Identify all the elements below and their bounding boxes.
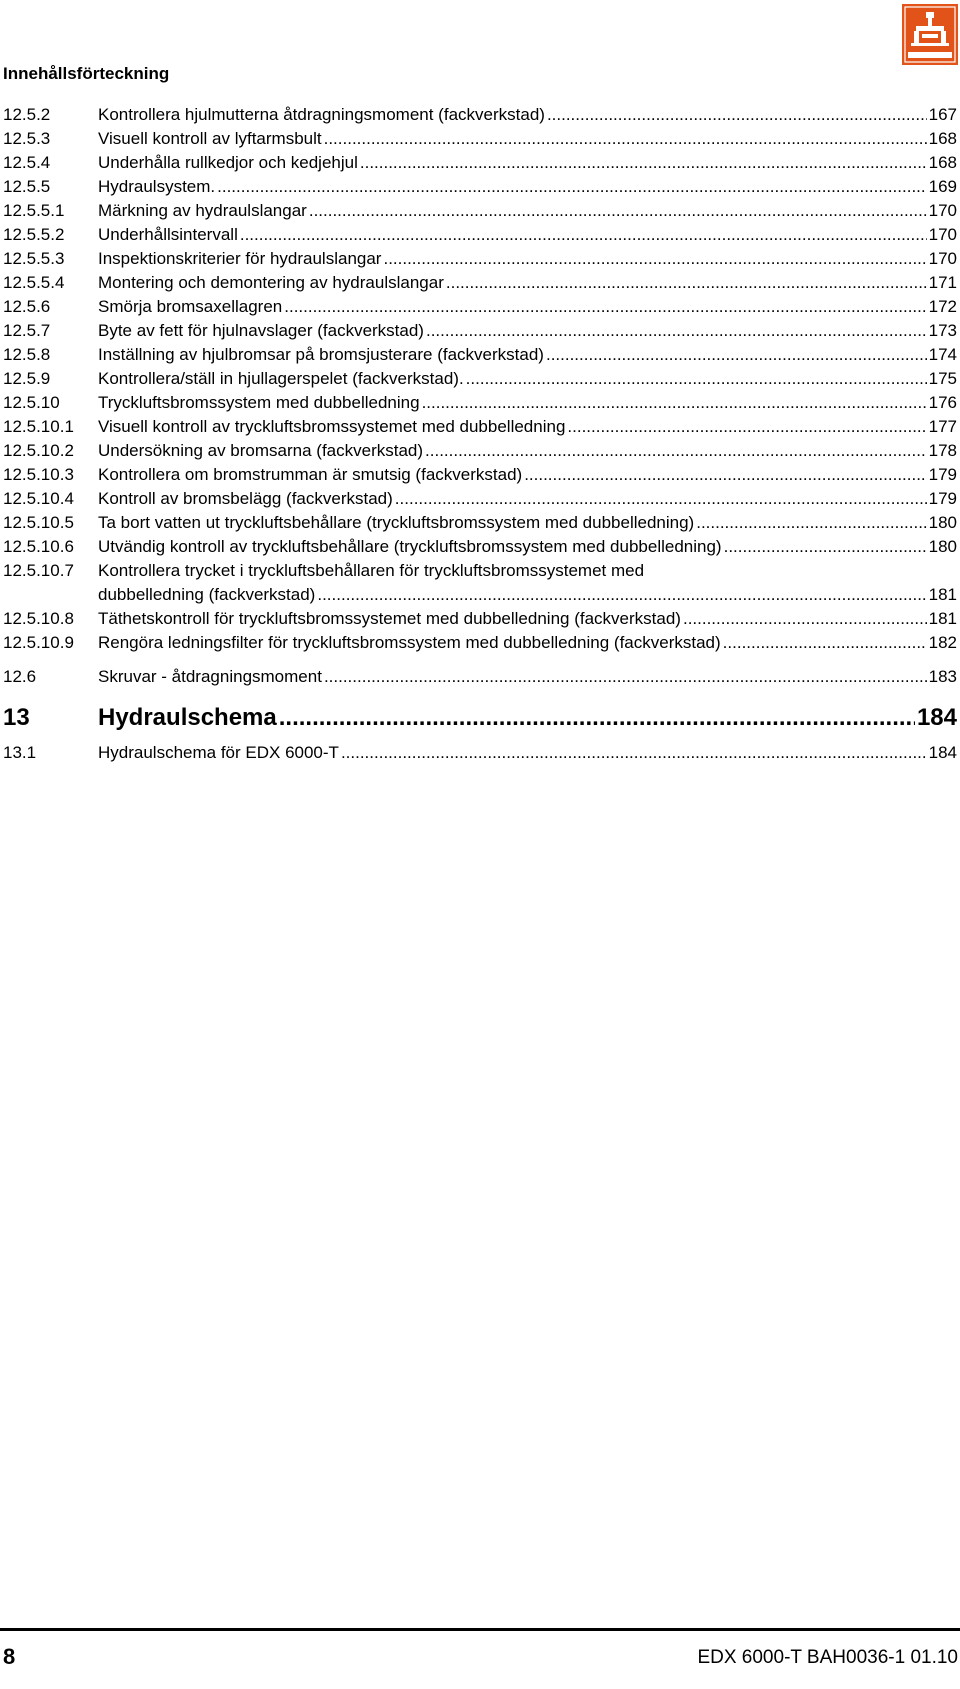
toc-entry-page: 184	[928, 743, 957, 762]
toc-entry[interactable]	[3, 319, 957, 343]
toc-entry-number: 12.5.10.2	[3, 441, 74, 460]
toc-entry-page: 175	[928, 369, 957, 388]
toc-entry-page: 168	[928, 129, 957, 148]
toc-entry-title: Montering och demontering av hydraulslangar	[98, 273, 444, 292]
toc-entry[interactable]	[3, 103, 957, 127]
toc-entry-number: 12.5.10.9	[3, 633, 74, 652]
toc-entry[interactable]	[3, 295, 957, 319]
toc-entry-number: 12.5.5.2	[3, 225, 65, 244]
toc-leader-dots	[395, 487, 927, 511]
toc-entry-title: Hydraulschema	[98, 704, 277, 731]
toc-entry-number: 12.6	[3, 667, 37, 686]
toc-entry-page: 180	[928, 537, 957, 556]
toc-entry[interactable]	[3, 391, 957, 415]
toc-entry-page: 170	[928, 201, 957, 220]
toc-entry[interactable]	[3, 463, 957, 487]
toc-entry-number: 12.5.9	[3, 369, 51, 388]
toc-entry[interactable]	[3, 511, 957, 535]
amazone-logo	[902, 4, 958, 65]
toc-leader-dots	[696, 511, 926, 535]
toc-entry-title: Kontrollera/ställ in hjullagerspelet (fackverkstad).	[98, 369, 464, 388]
toc-entry-number: 12.5.5	[3, 177, 51, 196]
document-info: EDX 6000-T BAH0036-1 01.10	[697, 1647, 958, 1668]
toc-entry-number: 13.1	[3, 743, 37, 762]
toc-entry-number: 12.5.10.4	[3, 489, 74, 508]
toc-entry-number: 12.5.10.7	[3, 561, 74, 580]
toc-entry[interactable]	[3, 127, 957, 151]
toc-entry-page: 169	[928, 177, 957, 196]
toc-entry[interactable]	[3, 175, 957, 199]
toc-entry[interactable]	[3, 223, 957, 247]
toc-entry-title: Täthetskontroll för tryckluftsbromssystemet med dubbelledning (fackverkstad)	[98, 609, 681, 628]
toc-entry-number: 12.5.5.3	[3, 249, 65, 268]
toc-entry-title: Ta bort vatten ut tryckluftsbehållare (tryckluftsbromssystem med dubbelledning)	[98, 513, 695, 532]
toc-entry-title: Kontroll av bromsbelägg (fackverkstad)	[98, 489, 393, 508]
toc-leader-dots	[240, 223, 927, 247]
toc-entry-number: 12.5.8	[3, 345, 51, 364]
toc-leader-dots	[284, 295, 926, 319]
toc-entry[interactable]	[3, 665, 957, 689]
toc-entry-number: 12.5.10.6	[3, 537, 74, 556]
toc-entry-title-continued: dubbelledning (fackverkstad)	[98, 585, 316, 604]
toc-leader-dots	[426, 319, 927, 343]
toc-entry-title: Kontrollera hjulmutterna åtdragningsmoment (fackverkstad)	[98, 105, 545, 124]
toc-entry[interactable]	[3, 439, 957, 463]
toc-entry-number: 12.5.5.1	[3, 201, 65, 220]
toc-entry-page: 177	[928, 417, 957, 436]
toc-entry-page: 178	[928, 441, 957, 460]
toc-leader-dots	[360, 151, 927, 175]
toc-entry-page: 167	[928, 105, 957, 124]
toc-leader-dots	[317, 583, 926, 607]
toc-entry-title: Rengöra ledningsfilter för tryckluftsbromssystem med dubbelledning (fackverkstad)	[98, 633, 721, 652]
toc-entry-title: Skruvar - åtdragningsmoment	[98, 667, 322, 686]
toc-entry-title: Hydraulsystem.	[98, 177, 216, 196]
toc-entry-page: 182	[928, 633, 957, 652]
toc-entry[interactable]	[3, 151, 957, 175]
toc-entry-page: 181	[928, 609, 957, 628]
toc-entry-title: Undersökning av bromsarna (fackverkstad)	[98, 441, 424, 460]
toc-entry-page: 171	[928, 273, 957, 292]
toc-entry-page: 179	[928, 489, 957, 508]
toc-entry-title: Byte av fett för hjulnavslager (fackverkstad)	[98, 321, 424, 340]
toc-entry-title: Underhållsintervall	[98, 225, 238, 244]
toc-entry-page: 183	[928, 667, 957, 686]
toc-entry[interactable]	[3, 343, 957, 367]
toc-entry-page: 176	[928, 393, 957, 412]
page-number: 8	[3, 1644, 16, 1669]
toc-entry-number: 12.5.4	[3, 153, 51, 172]
toc-entry[interactable]	[3, 199, 957, 223]
toc-entry-title: Kontrollera trycket i tryckluftsbehållaren för tryckluftsbromssystemet med	[98, 561, 645, 580]
toc-entry-title: Inställning av hjulbromsar på bromsjusterare (fackverkstad)	[98, 345, 544, 364]
toc-entry-page: 180	[928, 513, 957, 532]
toc-entry-page: 173	[928, 321, 957, 340]
toc-entry[interactable]	[3, 559, 957, 607]
toc-entry-title: Tryckluftsbromssystem med dubbelledning	[98, 393, 420, 412]
toc-entry-page: 181	[928, 585, 957, 604]
toc-leader-dots	[324, 127, 927, 151]
amazone-logo-icon	[902, 4, 958, 65]
toc-leader-dots	[425, 439, 927, 463]
toc-entry[interactable]	[3, 741, 957, 765]
toc-entry-title: Inspektionskriterier för hydraulslangar	[98, 249, 382, 268]
toc-entry-number: 12.5.10.3	[3, 465, 74, 484]
toc-entry-page: 184	[916, 704, 957, 731]
toc-entry[interactable]	[3, 631, 957, 655]
toc-entry-number: 12.5.7	[3, 321, 51, 340]
toc-entry[interactable]	[3, 487, 957, 511]
footer-divider	[0, 1628, 960, 1631]
toc-entry-page: 179	[928, 465, 957, 484]
toc-leader-dots	[279, 703, 915, 733]
toc-entry-title: Kontrollera om bromstrumman är smutsig (fackverkstad)	[98, 465, 523, 484]
toc-entry-title: Märkning av hydraulslangar	[98, 201, 307, 220]
toc-leader-dots	[446, 271, 927, 295]
toc-entry-title: Underhålla rullkedjor och kedjehjul	[98, 153, 358, 172]
toc-entry-number: 12.5.10.5	[3, 513, 74, 532]
toc-entry-number: 12.5.5.4	[3, 273, 65, 292]
toc-leader-dots	[466, 367, 927, 391]
toc-leader-dots	[217, 175, 926, 199]
toc-leader-dots	[341, 741, 927, 765]
toc-chapter-entry[interactable]	[3, 703, 957, 733]
toc-entry[interactable]	[3, 415, 957, 439]
toc-leader-dots	[567, 415, 926, 439]
toc-entry-title: Hydraulschema för EDX 6000-T	[98, 743, 339, 762]
toc-entry-number: 12.5.10.8	[3, 609, 74, 628]
toc-leader-dots	[724, 535, 927, 559]
toc-leader-dots	[547, 103, 927, 127]
toc-entry-title: Visuell kontroll av lyftarmsbult	[98, 129, 322, 148]
toc-entry[interactable]	[3, 535, 957, 559]
toc-entry-title: Visuell kontroll av tryckluftsbromssystemet med dubbelledning	[98, 417, 566, 436]
toc-entry-number: 12.5.10	[3, 393, 60, 412]
toc-entry-page: 170	[928, 225, 957, 244]
toc-leader-dots	[324, 665, 927, 689]
toc-leader-dots	[546, 343, 927, 367]
toc-entry-page: 172	[928, 297, 957, 316]
toc-entry-title: Smörja bromsaxellagren	[98, 297, 283, 316]
toc-entry[interactable]	[3, 247, 957, 271]
toc-leader-dots	[524, 463, 926, 487]
toc-leader-dots	[309, 199, 927, 223]
toc-entry-number: 12.5.6	[3, 297, 51, 316]
toc-entry-page: 168	[928, 153, 957, 172]
toc-entry[interactable]	[3, 271, 957, 295]
toc-entry-title: Utvändig kontroll av tryckluftsbehållare (tryckluftsbromssystem med dubbelledning)	[98, 537, 722, 556]
toc-entry-number: 12.5.3	[3, 129, 51, 148]
toc-entry-number: 12.5.2	[3, 105, 51, 124]
toc-leader-dots	[683, 607, 927, 631]
toc-leader-dots	[383, 247, 926, 271]
toc-entry[interactable]	[3, 607, 957, 631]
toc-entry[interactable]	[3, 367, 957, 391]
toc-leader-dots	[422, 391, 927, 415]
toc-entry-number: 12.5.10.1	[3, 417, 74, 436]
toc-entry-number: 13	[3, 704, 30, 731]
toc-leader-dots	[723, 631, 927, 655]
toc-entry-page: 174	[928, 345, 957, 364]
page-title: Innehållsförteckning	[3, 64, 170, 83]
toc-entry-page: 170	[928, 249, 957, 268]
